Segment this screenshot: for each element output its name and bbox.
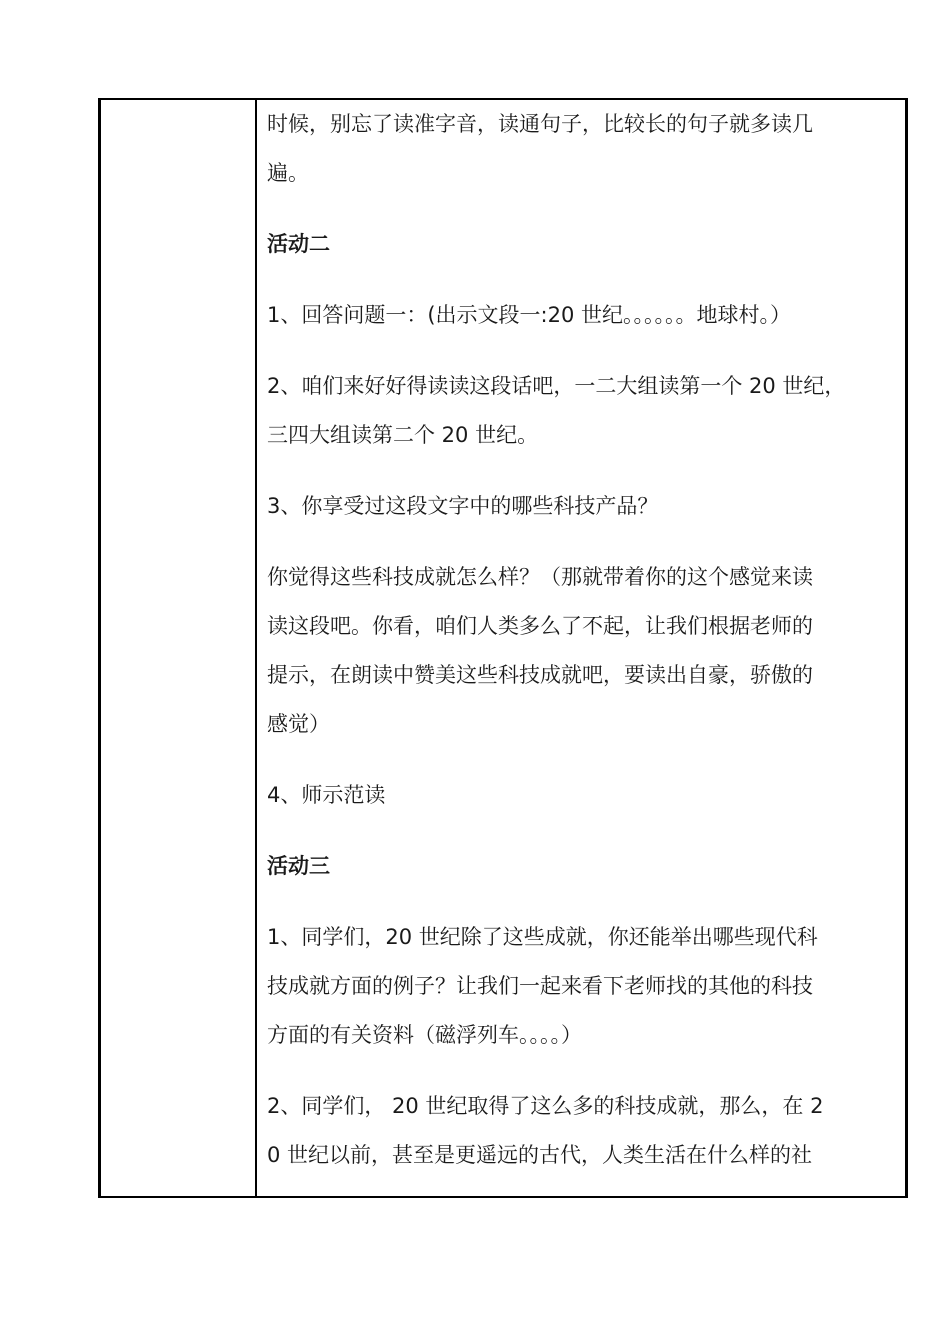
paragraph-ancient-times bbox=[267, 1082, 897, 1180]
text-line: 技成就方面的例子？让我们一起来看下老师找的其他的科技 bbox=[267, 974, 813, 998]
text-line: 感觉） bbox=[267, 712, 330, 736]
text-line: 0 世纪以前，甚至是更遥远的古代，人类生活在什么样的社 bbox=[267, 1143, 813, 1167]
lesson-content bbox=[267, 100, 897, 1180]
paragraph-tech-products bbox=[267, 482, 897, 531]
text-line: 提示，在朗读中赞美这些科技成就吧，要读出自豪，骄傲的 bbox=[267, 663, 813, 687]
text-line: 2、咱们来好好得读读这段话吧，一二大组读第一个 20 世纪， bbox=[267, 374, 846, 398]
heading-activity-two bbox=[267, 220, 897, 269]
paragraph-intro bbox=[267, 100, 897, 198]
section-heading: 活动二 bbox=[267, 232, 330, 256]
table-left-column bbox=[99, 100, 257, 1196]
paragraph-more-examples bbox=[267, 913, 897, 1060]
text-line: 4、师示范读 bbox=[267, 783, 386, 807]
text-line: 1、同学们，20 世纪除了这些成就，你还能举出哪些现代科 bbox=[267, 925, 818, 949]
text-line: 遍。 bbox=[267, 161, 309, 185]
text-line: 三四大组读第二个 20 世纪。 bbox=[267, 423, 539, 447]
heading-activity-three bbox=[267, 842, 897, 891]
paragraph-read-together bbox=[267, 362, 897, 460]
text-line: 1、回答问题一：(出示文段一:20 世纪。。。。。。地球村。） bbox=[267, 303, 792, 327]
table-right-column bbox=[259, 100, 907, 1196]
text-line: 3、你享受过这段文字中的哪些科技产品？ bbox=[267, 494, 659, 518]
paragraph-achievements bbox=[267, 553, 897, 749]
text-line: 你觉得这些科技成就怎么样？（那就带着你的这个感觉来读 bbox=[267, 565, 813, 589]
section-heading: 活动三 bbox=[267, 854, 330, 878]
lesson-plan-table bbox=[98, 98, 908, 1198]
paragraph-question-one bbox=[267, 291, 897, 340]
text-line: 2、同学们， 20 世纪取得了这么多的科技成就，那么，在 2 bbox=[267, 1094, 824, 1118]
paragraph-teacher-demo bbox=[267, 771, 897, 820]
text-line: 读这段吧。你看，咱们人类多么了不起，让我们根据老师的 bbox=[267, 614, 813, 638]
text-line: 方面的有关资料（磁浮列车。。。。） bbox=[267, 1023, 582, 1047]
text-line: 时候，别忘了读准字音，读通句子，比较长的句子就多读几 bbox=[267, 112, 813, 136]
